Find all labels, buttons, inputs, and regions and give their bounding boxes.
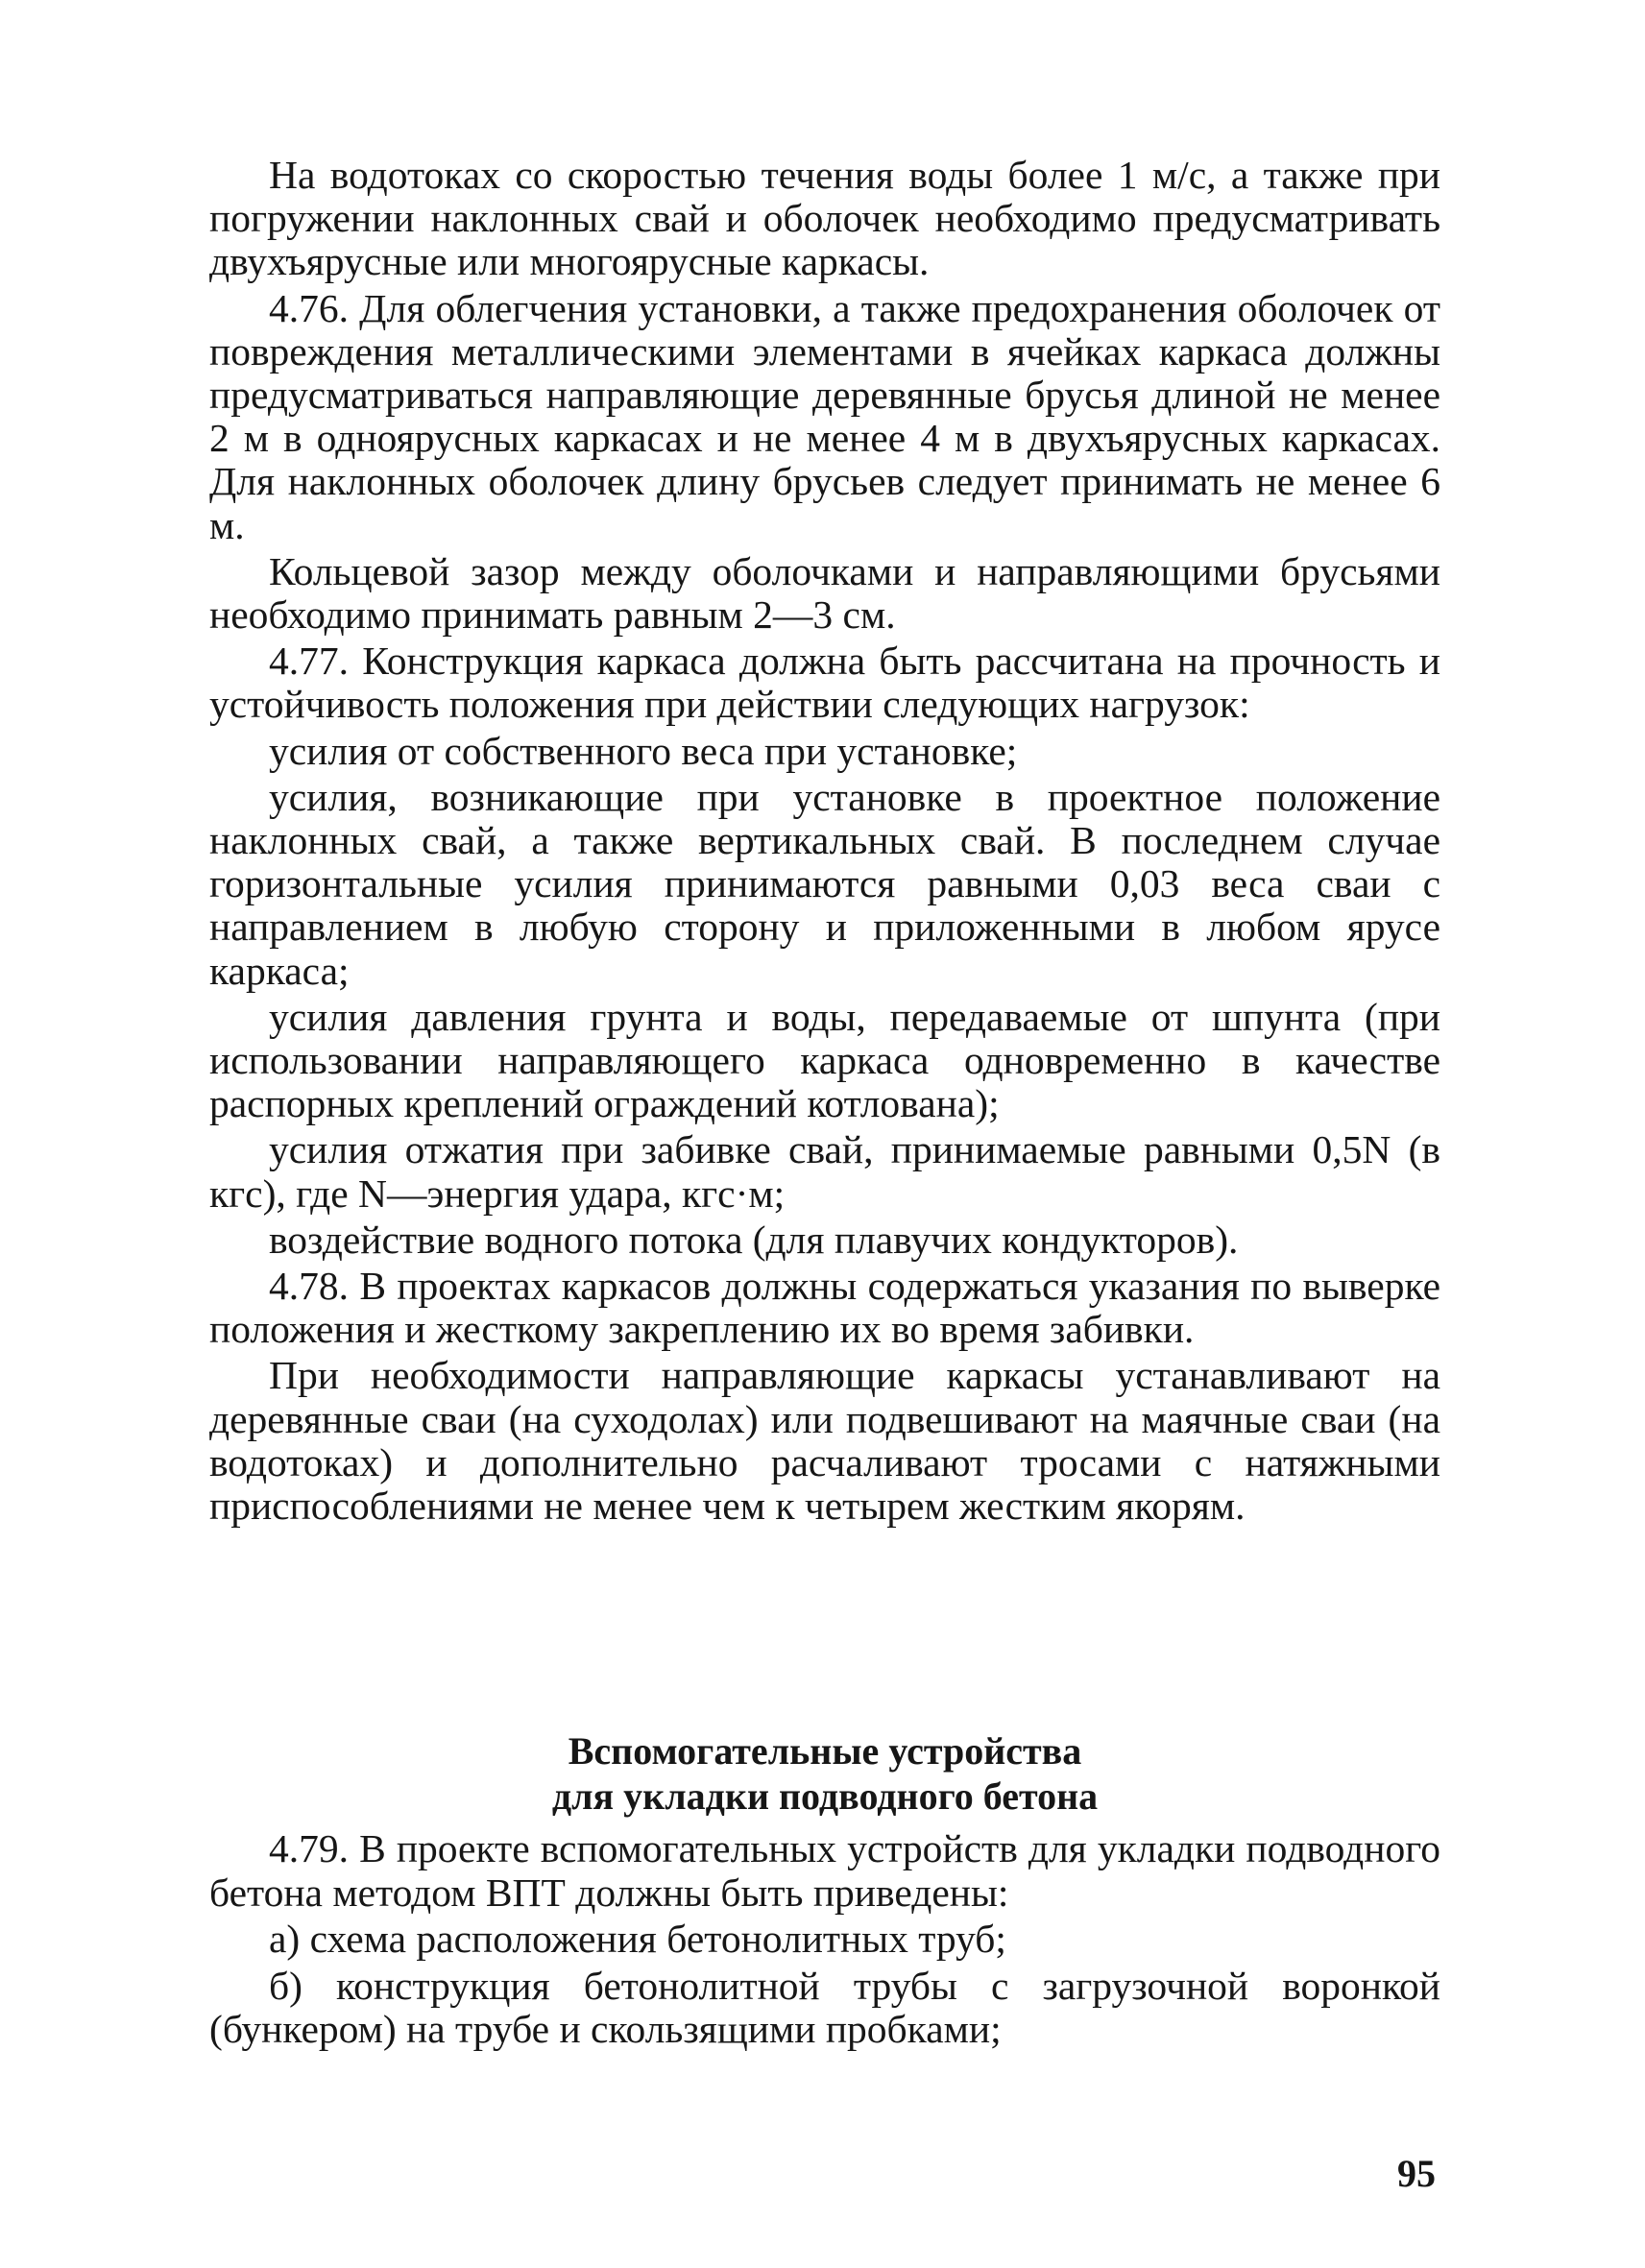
paragraph: воздействие водного потока (для плавучих кондукторов). (269, 1217, 1239, 1262)
section-heading (209, 1728, 1440, 1819)
paragraph: При необходимости направляющие каркасы устанавливают на деревянные сваи (на суходолах) или подвешивают на маячные сваи (на водотоках) и дополнительно расчаливают тросами с натяжными приспособлениями не менее чем к четырем жестким якорям. (209, 1353, 1440, 1529)
paragraph: усилия, возникающие при установке в проектное положение наклонных свай, а также вертикальных свай. В последнем случае горизонтальные усилия принимаются равными 0,03 веса сваи с направлением в любую сторону и приложенными в любом ярусе каркаса; (209, 774, 1440, 993)
paragraph: 4.76. Для облегчения установки, а также предохранения оболочек от повреждения металлическими элементами в ячейках каркаса должны предусматриваться направляющие деревянные брусья длиной не менее 2 м в одноярусных каркасах и не менее 4 м в двухъярусных каркасах. Для наклонных оболочек длину брусьев следует принимать не менее 6 м. (209, 285, 1440, 547)
heading-line-1: Вспомогательные устройства (568, 1729, 1082, 1773)
page-number: 95 (1397, 2152, 1436, 2195)
list-item: а) схема расположения бетонолитных труб; (269, 1917, 1006, 1961)
list-item: б) конструкция бетонолитной трубы с загрузочной воронкой (бункером) на трубе и скользящими пробками; (209, 1963, 1440, 2051)
body-text (209, 154, 1440, 1531)
paragraph: 4.79. В проекте вспомогательных устройств для укладки подводного бетона методом ВПТ должны быть приведены: (209, 1826, 1440, 1915)
paragraph: усилия отжатия при забивке свай, принимаемые равными 0,5N (в кгс), где N—энергия удара, кгс·м; (209, 1127, 1440, 1216)
section-text (209, 1827, 1440, 2055)
paragraph: Кольцевой зазор между оболочками и направляющими брусьями необходимо принимать равным 2—3 см. (209, 548, 1440, 638)
paragraph: На водотоках со скоростью течения воды более 1 м/с, а также при погружении наклонных свай и оболочек необходимо предусматривать двухъярусные или многоярусные каркасы. (209, 153, 1440, 284)
paragraph: 4.78. В проектах каркасов должны содержаться указания по выверке положения и жесткому закреплению их во время забивки. (209, 1264, 1440, 1352)
heading-line-2: для укладки подводного бетона (551, 1774, 1099, 1818)
paragraph: усилия давления грунта и воды, передаваемые от шпунта (при использовании направляющего каркаса одновременно в качестве распорных креплений ограждений котлована); (209, 994, 1440, 1126)
paragraph: усилия от собственного веса при установке; (269, 728, 1018, 773)
paragraph: 4.77. Конструкция каркаса должна быть рассчитана на прочность и устойчивость положения при действии следующих нагрузок: (209, 639, 1440, 727)
